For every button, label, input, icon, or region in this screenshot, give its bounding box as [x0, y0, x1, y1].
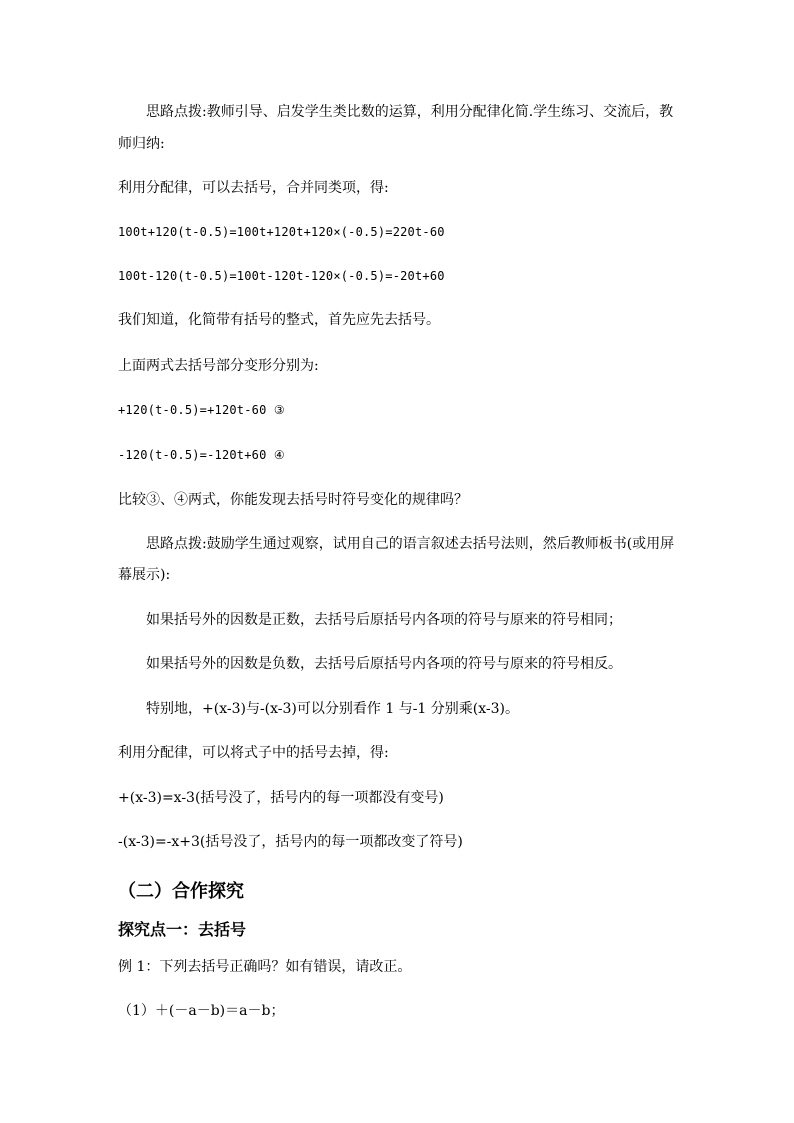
paragraph-hint-2-cont: 幕展示):: [118, 567, 171, 583]
formula-2: 100t-120(t-0.5)=100t-120t-120×(-0.5)=-20t+60: [118, 269, 445, 283]
rule-positive: 如果括号外的因数是正数，去括号后原括号内各项的符号与原来的符号相同；: [146, 612, 622, 628]
section-heading: （二）合作探究: [118, 881, 244, 902]
paragraph-hint-1: 思路点拨:教师引导、启发学生类比数的运算，利用分配律化简.学生练习、交流后，教: [146, 104, 674, 120]
paragraph-special: 特别地，+(x-3)与-(x-3)可以分别看作 1 与-1 分别乘(x-3)。: [146, 701, 519, 717]
paragraph-hint-1-cont: 师归纳:: [118, 136, 165, 152]
formula-1: 100t+120(t-0.5)=100t+120t+120×(-0.5)=220t-60: [118, 225, 445, 239]
paragraph-remove-brackets: 利用分配律，可以将式子中的括号去掉，得:: [118, 745, 389, 761]
example-1: 例 1：下列去括号正确吗？如有错误，请改正。: [118, 959, 412, 975]
formula-6: -(x-3)=-x+3(括号没了，括号内的每一项都改变了符号): [118, 834, 463, 850]
formula-4: -120(t-0.5)=-120t+60 ④: [118, 448, 285, 462]
formula-3: +120(t-0.5)=+120t-60 ③: [118, 403, 285, 417]
paragraph-hint-2: 思路点拨:鼓励学生通过观察，试用自己的语言叙述去括号法则，然后教师板书(或用屏: [146, 536, 675, 552]
subsection-heading: 探究点一：去括号: [118, 920, 247, 939]
paragraph-compare: 比较③、④两式，你能发现去括号时符号变化的规律吗？: [118, 492, 468, 508]
paragraph-distributive: 利用分配律，可以去括号，合并同类项，得:: [118, 180, 389, 196]
formula-5: +(x-3)=x-3(括号没了，括号内的每一项都没有变号): [118, 790, 444, 806]
example-1-item-1: （1）＋(－a－b)＝a－b；: [118, 1003, 285, 1019]
rule-negative: 如果括号外的因数是负数，去括号后原括号内各项的符号与原来的符号相反。: [146, 656, 622, 672]
paragraph-two-forms: 上面两式去括号部分变形分别为:: [118, 358, 319, 374]
paragraph-simplify: 我们知道，化简带有括号的整式，首先应先去括号。: [118, 312, 440, 328]
